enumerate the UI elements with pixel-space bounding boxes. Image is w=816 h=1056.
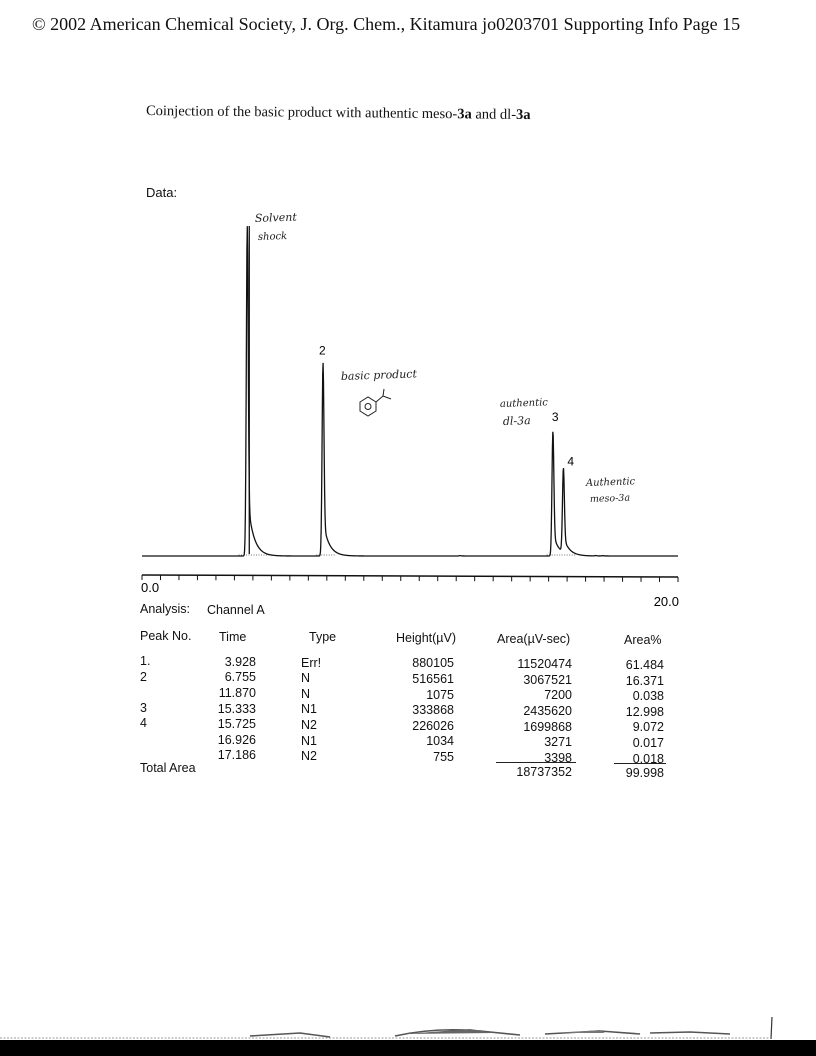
- annotation-basic-line-1: basic product: [340, 367, 418, 383]
- table-cell-type: N2: [301, 749, 317, 764]
- table-cell-height: 1075: [426, 687, 454, 702]
- table-header-pct: Area%: [624, 632, 662, 647]
- table-cell-area: 11520474: [517, 657, 572, 672]
- table-header-time: Time: [219, 629, 247, 644]
- total-rule: [496, 762, 576, 763]
- table-cell-time: 15.725: [217, 717, 256, 732]
- caption-bold-1: 3a: [457, 106, 472, 123]
- table-cell-area: 7200: [544, 688, 572, 703]
- analysis-label: Analysis:: [140, 602, 191, 616]
- table-cell-time: 17.186: [217, 748, 256, 763]
- total-rule: [614, 763, 666, 764]
- total-area-label: Total Area: [140, 761, 196, 776]
- total-area-percent: 99.998: [625, 766, 664, 781]
- table-cell-time: 6.755: [224, 670, 256, 685]
- annotation-dl3a-line-2: dl-3a: [502, 414, 531, 428]
- table-cell-pct: 0.018: [632, 751, 664, 766]
- table-cell-type: Err!: [301, 655, 322, 670]
- table-header-type: Type: [309, 630, 337, 645]
- table-cell-time: 11.870: [218, 686, 256, 700]
- caption-middle: and dl-: [471, 106, 517, 123]
- caption-prefix: Coinjection of the basic product with authentic meso-: [145, 103, 458, 123]
- hand-annotations: [238, 211, 635, 555]
- table-cell-pct: 61.484: [625, 658, 664, 672]
- annotation-meso3a-line-1: Authentic: [585, 476, 636, 489]
- data-label: Data:: [146, 185, 178, 200]
- table-cell-area: 3067521: [523, 672, 572, 687]
- table-cell-height: 1034: [426, 734, 454, 749]
- scan-artifact: [0, 1012, 816, 1042]
- table-cell-pct: 12.998: [625, 704, 664, 719]
- table-cell-type: N2: [301, 718, 317, 732]
- peak-label-3: 3: [551, 409, 559, 424]
- peak-label-2: 2: [319, 343, 326, 358]
- annotation-meso3a-line-2: meso-3a: [589, 492, 631, 505]
- table-cell-type: N: [301, 686, 311, 701]
- table-cell-time: 16.926: [217, 732, 256, 747]
- table-cell-type: N: [301, 671, 311, 686]
- caption-bold-2: 3a: [515, 106, 531, 124]
- annotation-dl3a-line-1: authentic: [499, 397, 549, 410]
- x-axis-start-label: 0.0: [141, 580, 160, 595]
- table-cell-peak: 1.: [140, 654, 151, 668]
- table-cell-area: 3271: [544, 735, 572, 750]
- total-area-value: 18737352: [516, 765, 572, 780]
- x-axis-line: [142, 575, 678, 577]
- analysis-channel: Channel A: [207, 603, 265, 617]
- page-header: © 2002 American Chemical Society, J. Org. Chem., Kitamura jo0203701 Supporting Info Page 15: [32, 14, 741, 34]
- peak-label-4: 4: [567, 454, 575, 469]
- table-cell-peak: 2: [140, 669, 147, 684]
- table-cell-time: 3.928: [224, 654, 256, 669]
- table-cell-height: 880105: [412, 656, 454, 671]
- table-cell-peak: 4: [140, 716, 147, 731]
- scan-bottom-edge: [0, 1040, 816, 1056]
- table-cell-pct: 0.038: [632, 689, 664, 704]
- table-header-peak: Peak No.: [140, 629, 192, 643]
- table-cell-height: 755: [433, 750, 454, 764]
- table-cell-height: 226026: [412, 718, 454, 733]
- annotation-solvent-line-2: shock: [257, 230, 288, 243]
- table-cell-pct: 0.017: [632, 736, 664, 750]
- table-cell-type: N1: [301, 702, 317, 717]
- x-axis-end-label: 20.0: [653, 594, 679, 609]
- annotation-solvent-line-1: Solvent: [254, 210, 297, 225]
- table-cell-pct: 9.072: [632, 720, 664, 735]
- table-cell-area: 2435620: [523, 704, 572, 718]
- table-cell-type: N1: [301, 733, 317, 748]
- table-header-area: Area(µV-sec): [497, 631, 571, 646]
- table-cell-area: 1699868: [523, 719, 572, 734]
- table-cell-time: 15.333: [217, 701, 256, 716]
- table-cell-height: 333868: [412, 703, 454, 718]
- structure-sketch: [360, 389, 391, 416]
- table-cell-peak: 3: [140, 700, 147, 715]
- table-cell-height: 516561: [412, 672, 454, 686]
- chromatogram-trace: [142, 226, 678, 556]
- table-cell-area: 3398: [544, 750, 572, 765]
- table-cell-pct: 16.371: [625, 673, 664, 688]
- table-header-height: Height(µV): [396, 631, 456, 646]
